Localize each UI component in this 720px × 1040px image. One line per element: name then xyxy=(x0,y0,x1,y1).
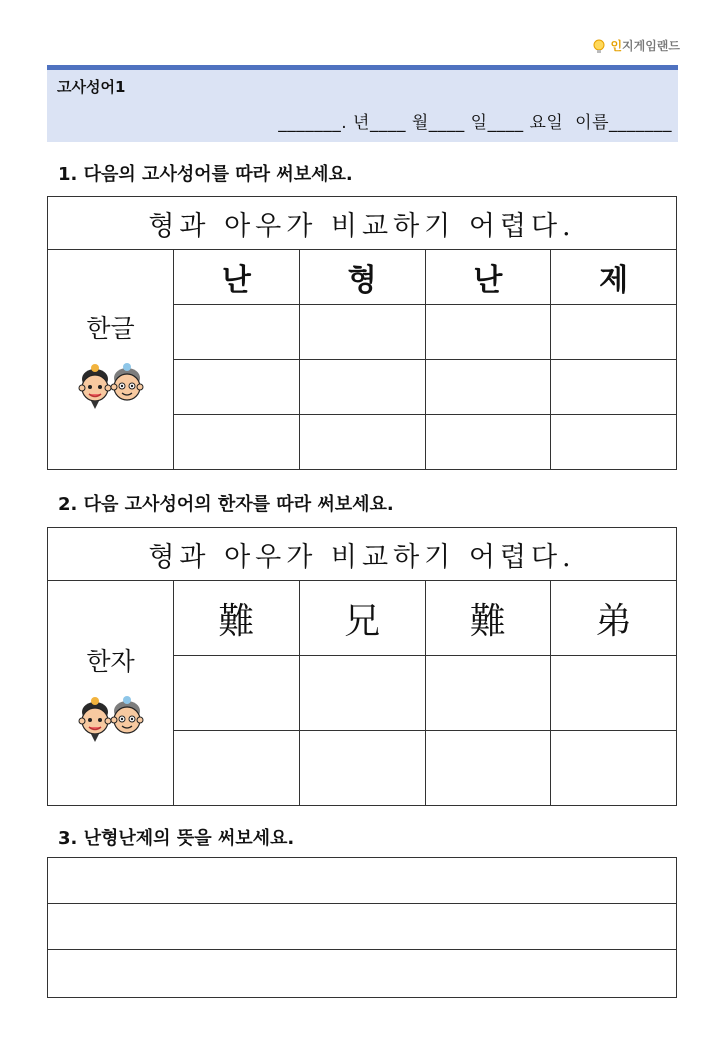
hangul-char: 난 xyxy=(221,263,251,298)
brand-name: 인지게임랜드 xyxy=(610,39,680,53)
children-illustration xyxy=(71,355,151,411)
hangul-char: 형 xyxy=(347,263,377,298)
brand-logo xyxy=(592,37,680,54)
hanja-char: 兄 xyxy=(344,600,381,642)
answer-line[interactable] xyxy=(48,950,676,996)
phrase-meaning: 형과 아우가 비교하기 어렵다. xyxy=(48,197,677,250)
hanja-char-cell xyxy=(425,581,551,656)
practice-cell[interactable] xyxy=(299,305,425,360)
answer-lines xyxy=(47,857,677,998)
hanja-char-cell xyxy=(174,581,300,656)
practice-cell[interactable] xyxy=(551,415,677,470)
practice-cell[interactable] xyxy=(425,360,551,415)
practice-cell[interactable] xyxy=(551,656,677,731)
hanja-label: 한자 xyxy=(86,647,135,676)
practice-cell[interactable] xyxy=(299,731,425,806)
hanja-practice-table xyxy=(47,527,677,806)
hangul-char-cell xyxy=(174,250,300,305)
hanja-char: 難 xyxy=(218,600,255,642)
practice-cell[interactable] xyxy=(174,656,300,731)
hangul-label-cell xyxy=(48,250,174,470)
question-3: 3. 난형난제의 뜻을 써보세요. xyxy=(58,828,295,849)
answer-line[interactable] xyxy=(48,858,676,904)
hanja-char-cell xyxy=(299,581,425,656)
practice-cell[interactable] xyxy=(551,305,677,360)
practice-cell[interactable] xyxy=(299,415,425,470)
lightbulb-icon xyxy=(592,38,606,54)
practice-cell[interactable] xyxy=(425,731,551,806)
answer-line[interactable] xyxy=(48,904,676,950)
hangul-label: 한글 xyxy=(86,313,135,343)
practice-cell[interactable] xyxy=(551,731,677,806)
practice-cell[interactable] xyxy=(174,360,300,415)
practice-cell[interactable] xyxy=(174,415,300,470)
practice-cell[interactable] xyxy=(174,305,300,360)
practice-cell[interactable] xyxy=(425,656,551,731)
worksheet-title: 고사성어1 xyxy=(57,78,126,96)
date-name-line: _______. 년____ 월____ 일____ 요일 이름_______ xyxy=(278,113,672,133)
worksheet-header xyxy=(47,65,678,142)
hanja-char: 弟 xyxy=(595,600,632,642)
hangul-practice-table xyxy=(47,196,677,470)
children-illustration xyxy=(71,688,151,744)
hanja-char: 難 xyxy=(469,600,506,642)
question-2: 2. 다음 고사성어의 한자를 따라 써보세요. xyxy=(58,494,394,515)
practice-cell[interactable] xyxy=(551,360,677,415)
practice-cell[interactable] xyxy=(299,360,425,415)
practice-cell[interactable] xyxy=(299,656,425,731)
hangul-char-cell xyxy=(299,250,425,305)
practice-cell[interactable] xyxy=(174,731,300,806)
hangul-char: 난 xyxy=(473,263,503,298)
practice-cell[interactable] xyxy=(425,415,551,470)
hangul-char-cell xyxy=(425,250,551,305)
question-1: 1. 다음의 고사성어를 따라 써보세요. xyxy=(58,164,353,185)
hanja-char-cell xyxy=(551,581,677,656)
hangul-char: 제 xyxy=(599,263,629,298)
phrase-meaning: 형과 아우가 비교하기 어렵다. xyxy=(48,528,677,581)
hanja-label-cell xyxy=(48,581,174,806)
practice-cell[interactable] xyxy=(425,305,551,360)
hangul-char-cell xyxy=(551,250,677,305)
